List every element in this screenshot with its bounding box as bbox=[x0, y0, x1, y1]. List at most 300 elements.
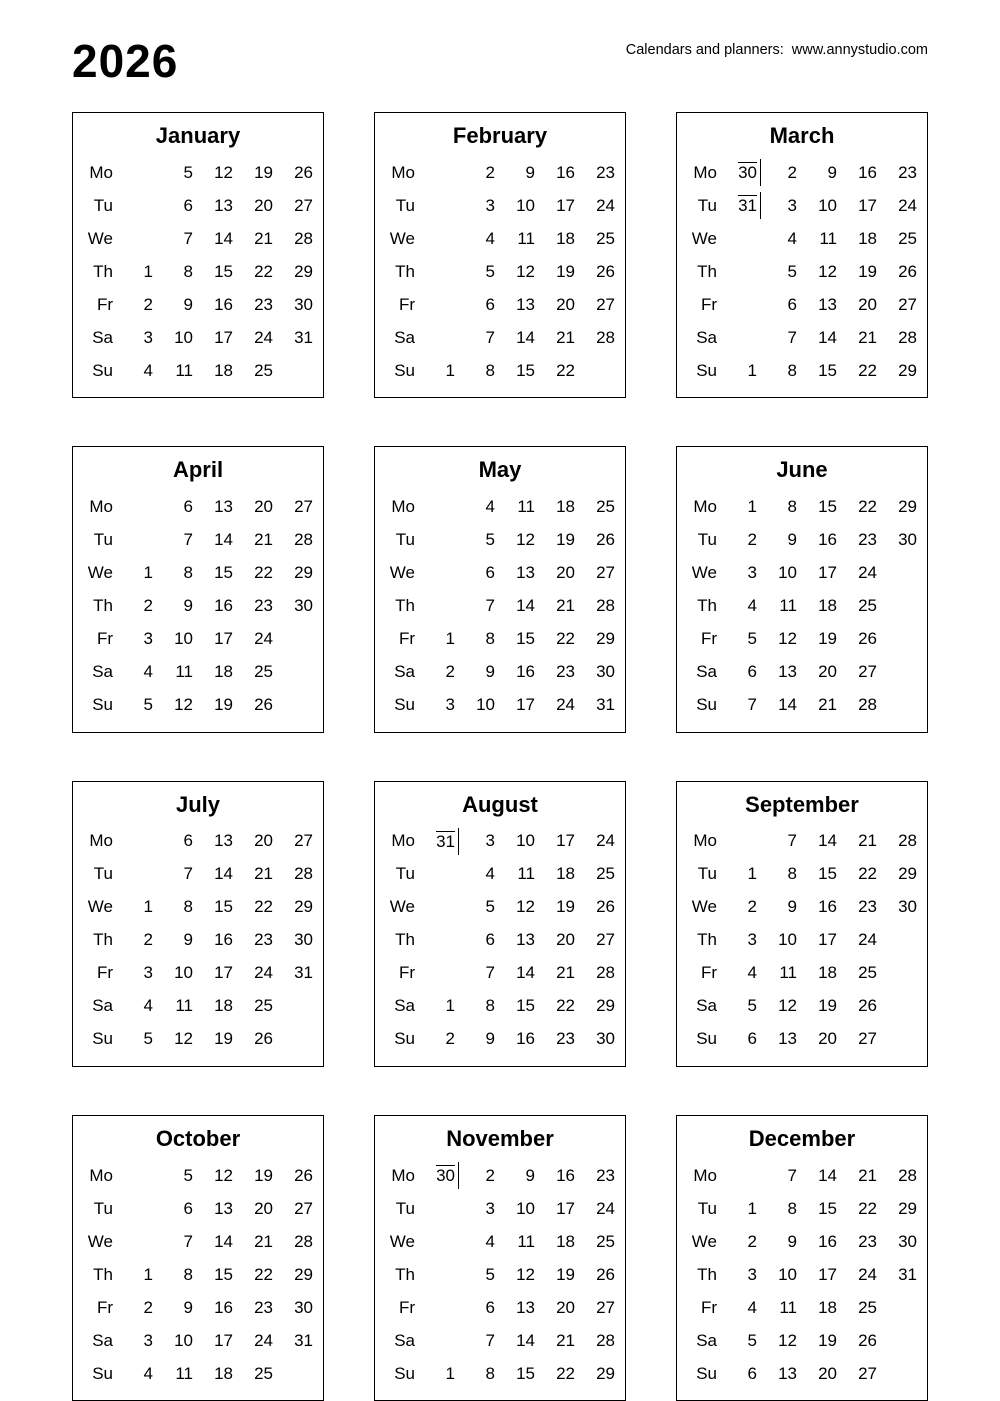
day-cell[interactable]: 4 bbox=[485, 228, 495, 248]
day-cell[interactable] bbox=[415, 957, 455, 990]
day-cell[interactable]: 30 bbox=[596, 662, 615, 682]
day-cell[interactable]: 16 bbox=[214, 1297, 233, 1317]
day-cell[interactable]: 20 bbox=[254, 195, 273, 215]
day-cell[interactable]: 2 bbox=[747, 897, 757, 917]
day-cell[interactable]: 18 bbox=[214, 360, 233, 380]
day-cell[interactable]: 15 bbox=[818, 360, 837, 380]
day-cell[interactable]: 5 bbox=[183, 1165, 193, 1185]
day-cell[interactable]: 24 bbox=[556, 695, 575, 715]
day-cell[interactable]: 25 bbox=[898, 228, 917, 248]
day-cell[interactable]: 13 bbox=[516, 294, 535, 314]
day-cell[interactable]: 4 bbox=[143, 1363, 153, 1383]
day-cell[interactable]: 14 bbox=[516, 327, 535, 347]
day-cell[interactable] bbox=[273, 1357, 313, 1390]
day-cell[interactable]: 27 bbox=[858, 1363, 877, 1383]
day-cell[interactable]: 29 bbox=[898, 1198, 917, 1218]
day-cell[interactable]: 22 bbox=[858, 1198, 877, 1218]
day-cell[interactable]: 27 bbox=[294, 195, 313, 215]
day-cell[interactable]: 6 bbox=[747, 1029, 757, 1049]
day-cell[interactable] bbox=[877, 1291, 917, 1324]
day-cell[interactable]: 8 bbox=[787, 864, 797, 884]
day-cell[interactable]: 3 bbox=[445, 695, 455, 715]
day-cell[interactable]: 15 bbox=[214, 1264, 233, 1284]
day-cell[interactable]: 9 bbox=[183, 930, 193, 950]
day-cell[interactable] bbox=[415, 189, 455, 222]
day-cell[interactable] bbox=[415, 156, 455, 189]
day-cell[interactable] bbox=[415, 288, 455, 321]
day-cell[interactable] bbox=[415, 1225, 455, 1258]
day-cell[interactable]: 17 bbox=[818, 930, 837, 950]
day-cell[interactable]: 23 bbox=[858, 530, 877, 550]
day-cell[interactable]: 17 bbox=[556, 831, 575, 851]
day-cell[interactable]: 17 bbox=[818, 563, 837, 583]
day-cell[interactable]: 30 bbox=[294, 1297, 313, 1317]
day-cell[interactable]: 8 bbox=[787, 360, 797, 380]
day-cell[interactable]: 13 bbox=[214, 195, 233, 215]
day-cell[interactable]: 24 bbox=[858, 563, 877, 583]
day-cell[interactable]: 2 bbox=[485, 162, 495, 182]
day-cell[interactable]: 26 bbox=[858, 629, 877, 649]
day-cell[interactable]: 5 bbox=[143, 1029, 153, 1049]
day-cell[interactable]: 21 bbox=[556, 1330, 575, 1350]
day-cell[interactable]: 21 bbox=[556, 963, 575, 983]
day-cell[interactable] bbox=[113, 825, 153, 858]
day-cell[interactable]: 2 bbox=[143, 930, 153, 950]
day-cell[interactable]: 27 bbox=[294, 497, 313, 517]
day-cell[interactable]: 28 bbox=[596, 963, 615, 983]
day-cell[interactable]: 7 bbox=[183, 864, 193, 884]
day-cell[interactable]: 24 bbox=[858, 1264, 877, 1284]
day-cell[interactable]: 11 bbox=[517, 497, 535, 517]
day-cell[interactable]: 5 bbox=[485, 1264, 495, 1284]
day-cell[interactable]: 10 bbox=[174, 963, 193, 983]
day-cell[interactable]: 30 bbox=[898, 1231, 917, 1251]
day-cell[interactable]: 1 bbox=[445, 1363, 455, 1383]
day-cell[interactable]: 18 bbox=[818, 596, 837, 616]
day-cell[interactable]: 22 bbox=[254, 261, 273, 281]
day-cell[interactable]: 28 bbox=[596, 596, 615, 616]
day-cell[interactable] bbox=[113, 156, 153, 189]
day-cell[interactable]: 6 bbox=[485, 930, 495, 950]
day-cell[interactable]: 25 bbox=[858, 596, 877, 616]
day-cell[interactable]: 27 bbox=[596, 930, 615, 950]
day-cell[interactable]: 8 bbox=[485, 1363, 495, 1383]
day-cell[interactable]: 31 bbox=[596, 695, 615, 715]
day-cell[interactable]: 3 bbox=[485, 195, 495, 215]
day-cell[interactable]: 24 bbox=[596, 1198, 615, 1218]
day-cell[interactable]: 11 bbox=[779, 963, 797, 983]
day-cell[interactable]: 2 bbox=[143, 596, 153, 616]
day-cell[interactable]: 21 bbox=[556, 596, 575, 616]
day-cell[interactable] bbox=[113, 1225, 153, 1258]
day-cell[interactable]: 20 bbox=[818, 1029, 837, 1049]
day-cell[interactable] bbox=[877, 990, 917, 1023]
day-cell[interactable]: 27 bbox=[596, 1297, 615, 1317]
day-cell[interactable]: 5 bbox=[787, 261, 797, 281]
day-cell[interactable]: 12 bbox=[778, 996, 797, 1016]
day-cell[interactable]: 25 bbox=[596, 1231, 615, 1251]
day-cell-adjacent-month[interactable]: 30 bbox=[717, 156, 757, 189]
day-cell[interactable] bbox=[877, 1324, 917, 1357]
day-cell[interactable]: 24 bbox=[254, 327, 273, 347]
day-cell[interactable]: 18 bbox=[556, 497, 575, 517]
day-cell[interactable]: 16 bbox=[818, 897, 837, 917]
day-cell[interactable]: 14 bbox=[214, 1231, 233, 1251]
day-cell[interactable]: 12 bbox=[516, 261, 535, 281]
day-cell[interactable]: 19 bbox=[254, 1165, 273, 1185]
day-cell[interactable]: 19 bbox=[214, 1029, 233, 1049]
day-cell[interactable]: 27 bbox=[596, 563, 615, 583]
day-cell[interactable]: 16 bbox=[858, 162, 877, 182]
day-cell[interactable]: 22 bbox=[254, 1264, 273, 1284]
day-cell[interactable]: 7 bbox=[485, 596, 495, 616]
day-cell[interactable]: 7 bbox=[183, 1231, 193, 1251]
day-cell[interactable] bbox=[415, 1324, 455, 1357]
day-cell[interactable]: 1 bbox=[143, 897, 153, 917]
day-cell[interactable]: 3 bbox=[143, 1330, 153, 1350]
day-cell[interactable]: 30 bbox=[294, 930, 313, 950]
day-cell[interactable]: 25 bbox=[254, 996, 273, 1016]
day-cell[interactable]: 24 bbox=[254, 1330, 273, 1350]
day-cell[interactable]: 15 bbox=[516, 1363, 535, 1383]
day-cell[interactable]: 3 bbox=[747, 930, 757, 950]
day-cell[interactable]: 12 bbox=[818, 261, 837, 281]
day-cell[interactable]: 19 bbox=[556, 1264, 575, 1284]
day-cell[interactable]: 11 bbox=[779, 1297, 797, 1317]
day-cell[interactable] bbox=[717, 255, 757, 288]
day-cell[interactable]: 13 bbox=[214, 497, 233, 517]
day-cell[interactable]: 27 bbox=[294, 831, 313, 851]
day-cell[interactable] bbox=[415, 1291, 455, 1324]
day-cell[interactable]: 24 bbox=[596, 195, 615, 215]
day-cell[interactable]: 23 bbox=[858, 897, 877, 917]
day-cell[interactable] bbox=[415, 557, 455, 590]
day-cell[interactable]: 8 bbox=[485, 360, 495, 380]
day-cell[interactable]: 7 bbox=[485, 963, 495, 983]
day-cell[interactable]: 3 bbox=[143, 963, 153, 983]
day-cell[interactable]: 17 bbox=[556, 195, 575, 215]
day-cell[interactable]: 12 bbox=[778, 629, 797, 649]
day-cell[interactable]: 19 bbox=[556, 261, 575, 281]
day-cell[interactable]: 9 bbox=[183, 596, 193, 616]
day-cell[interactable]: 22 bbox=[556, 1363, 575, 1383]
day-cell[interactable]: 6 bbox=[183, 831, 193, 851]
day-cell[interactable]: 4 bbox=[787, 228, 797, 248]
day-cell[interactable]: 15 bbox=[818, 864, 837, 884]
day-cell[interactable]: 21 bbox=[254, 228, 273, 248]
day-cell[interactable]: 11 bbox=[517, 1231, 535, 1251]
day-cell[interactable]: 31 bbox=[294, 327, 313, 347]
day-cell[interactable]: 5 bbox=[747, 629, 757, 649]
day-cell[interactable]: 13 bbox=[778, 1363, 797, 1383]
day-cell[interactable]: 7 bbox=[787, 1165, 797, 1185]
day-cell[interactable]: 3 bbox=[787, 195, 797, 215]
day-cell[interactable]: 9 bbox=[787, 897, 797, 917]
day-cell[interactable]: 7 bbox=[787, 327, 797, 347]
day-cell[interactable]: 10 bbox=[174, 327, 193, 347]
day-cell[interactable]: 4 bbox=[485, 864, 495, 884]
day-cell[interactable]: 17 bbox=[556, 1198, 575, 1218]
day-cell[interactable]: 3 bbox=[747, 1264, 757, 1284]
day-cell[interactable]: 10 bbox=[516, 831, 535, 851]
day-cell[interactable] bbox=[415, 222, 455, 255]
day-cell[interactable]: 13 bbox=[778, 1029, 797, 1049]
day-cell[interactable]: 20 bbox=[254, 831, 273, 851]
day-cell[interactable]: 20 bbox=[556, 1297, 575, 1317]
day-cell[interactable]: 24 bbox=[858, 930, 877, 950]
day-cell[interactable] bbox=[415, 524, 455, 557]
day-cell[interactable]: 19 bbox=[818, 629, 837, 649]
day-cell[interactable]: 25 bbox=[596, 497, 615, 517]
day-cell[interactable]: 5 bbox=[747, 1330, 757, 1350]
day-cell[interactable] bbox=[273, 689, 313, 722]
day-cell[interactable]: 21 bbox=[858, 831, 877, 851]
day-cell[interactable]: 9 bbox=[787, 530, 797, 550]
day-cell[interactable]: 26 bbox=[254, 1029, 273, 1049]
day-cell[interactable]: 25 bbox=[254, 360, 273, 380]
day-cell[interactable]: 23 bbox=[254, 1297, 273, 1317]
day-cell[interactable]: 13 bbox=[516, 930, 535, 950]
day-cell[interactable]: 1 bbox=[445, 996, 455, 1016]
day-cell[interactable]: 6 bbox=[183, 195, 193, 215]
day-cell[interactable]: 6 bbox=[485, 563, 495, 583]
day-cell[interactable]: 17 bbox=[214, 1330, 233, 1350]
day-cell[interactable]: 24 bbox=[898, 195, 917, 215]
day-cell[interactable]: 14 bbox=[818, 1165, 837, 1185]
day-cell[interactable]: 30 bbox=[898, 897, 917, 917]
day-cell[interactable] bbox=[273, 354, 313, 387]
day-cell[interactable]: 18 bbox=[556, 228, 575, 248]
day-cell[interactable]: 9 bbox=[827, 162, 837, 182]
day-cell[interactable]: 10 bbox=[778, 1264, 797, 1284]
day-cell[interactable]: 29 bbox=[596, 996, 615, 1016]
day-cell[interactable]: 12 bbox=[516, 530, 535, 550]
day-cell-adjacent-month[interactable]: 31 bbox=[717, 189, 757, 222]
day-cell[interactable]: 16 bbox=[516, 1029, 535, 1049]
day-cell[interactable]: 13 bbox=[214, 1198, 233, 1218]
day-cell[interactable]: 6 bbox=[183, 1198, 193, 1218]
day-cell[interactable]: 2 bbox=[747, 530, 757, 550]
day-cell[interactable]: 31 bbox=[294, 963, 313, 983]
day-cell[interactable]: 31 bbox=[294, 1330, 313, 1350]
day-cell[interactable] bbox=[877, 1357, 917, 1390]
day-cell[interactable]: 19 bbox=[818, 1330, 837, 1350]
day-cell[interactable]: 15 bbox=[214, 897, 233, 917]
day-cell[interactable]: 10 bbox=[476, 695, 495, 715]
day-cell[interactable]: 10 bbox=[174, 629, 193, 649]
day-cell[interactable]: 7 bbox=[485, 327, 495, 347]
day-cell[interactable]: 21 bbox=[254, 530, 273, 550]
day-cell[interactable] bbox=[273, 990, 313, 1023]
day-cell[interactable]: 3 bbox=[143, 327, 153, 347]
day-cell[interactable]: 6 bbox=[485, 294, 495, 314]
day-cell[interactable]: 26 bbox=[858, 1330, 877, 1350]
day-cell[interactable] bbox=[113, 1192, 153, 1225]
day-cell[interactable]: 15 bbox=[516, 629, 535, 649]
day-cell[interactable]: 16 bbox=[556, 162, 575, 182]
day-cell[interactable]: 28 bbox=[294, 864, 313, 884]
day-cell[interactable]: 20 bbox=[254, 497, 273, 517]
day-cell[interactable]: 20 bbox=[556, 294, 575, 314]
day-cell[interactable]: 6 bbox=[747, 662, 757, 682]
day-cell[interactable]: 5 bbox=[485, 530, 495, 550]
day-cell[interactable] bbox=[113, 858, 153, 891]
day-cell[interactable] bbox=[717, 321, 757, 354]
day-cell[interactable]: 23 bbox=[596, 1165, 615, 1185]
day-cell[interactable]: 29 bbox=[596, 629, 615, 649]
day-cell[interactable]: 11 bbox=[175, 662, 193, 682]
day-cell[interactable]: 17 bbox=[818, 1264, 837, 1284]
day-cell[interactable] bbox=[113, 189, 153, 222]
day-cell[interactable]: 29 bbox=[898, 497, 917, 517]
day-cell[interactable]: 29 bbox=[294, 563, 313, 583]
day-cell[interactable]: 28 bbox=[858, 695, 877, 715]
day-cell[interactable]: 22 bbox=[556, 629, 575, 649]
day-cell[interactable]: 19 bbox=[254, 162, 273, 182]
day-cell[interactable]: 15 bbox=[214, 563, 233, 583]
day-cell[interactable]: 2 bbox=[747, 1231, 757, 1251]
day-cell[interactable]: 20 bbox=[556, 563, 575, 583]
day-cell[interactable]: 26 bbox=[596, 530, 615, 550]
day-cell[interactable]: 27 bbox=[294, 1198, 313, 1218]
day-cell[interactable]: 18 bbox=[214, 996, 233, 1016]
day-cell[interactable]: 4 bbox=[143, 662, 153, 682]
day-cell[interactable]: 10 bbox=[174, 1330, 193, 1350]
day-cell[interactable]: 2 bbox=[485, 1165, 495, 1185]
day-cell[interactable]: 1 bbox=[445, 360, 455, 380]
day-cell[interactable]: 9 bbox=[183, 1297, 193, 1317]
day-cell[interactable]: 5 bbox=[143, 695, 153, 715]
day-cell[interactable]: 7 bbox=[747, 695, 757, 715]
day-cell[interactable]: 20 bbox=[818, 662, 837, 682]
day-cell[interactable]: 28 bbox=[596, 327, 615, 347]
day-cell[interactable]: 18 bbox=[214, 662, 233, 682]
day-cell[interactable]: 2 bbox=[445, 1029, 455, 1049]
day-cell[interactable]: 24 bbox=[254, 629, 273, 649]
day-cell[interactable]: 10 bbox=[516, 1198, 535, 1218]
day-cell[interactable] bbox=[877, 623, 917, 656]
day-cell[interactable]: 27 bbox=[898, 294, 917, 314]
day-cell[interactable]: 10 bbox=[778, 563, 797, 583]
day-cell[interactable]: 1 bbox=[143, 1264, 153, 1284]
day-cell[interactable]: 29 bbox=[294, 1264, 313, 1284]
day-cell[interactable]: 25 bbox=[596, 864, 615, 884]
day-cell[interactable] bbox=[415, 1258, 455, 1291]
day-cell[interactable]: 2 bbox=[143, 294, 153, 314]
day-cell[interactable]: 13 bbox=[214, 831, 233, 851]
day-cell[interactable]: 22 bbox=[556, 360, 575, 380]
day-cell[interactable] bbox=[113, 524, 153, 557]
day-cell[interactable]: 27 bbox=[596, 294, 615, 314]
day-cell[interactable]: 1 bbox=[747, 1198, 757, 1218]
day-cell[interactable]: 22 bbox=[556, 996, 575, 1016]
day-cell[interactable]: 31 bbox=[898, 1264, 917, 1284]
day-cell[interactable]: 10 bbox=[778, 930, 797, 950]
day-cell[interactable]: 12 bbox=[516, 897, 535, 917]
day-cell[interactable] bbox=[877, 656, 917, 689]
day-cell[interactable]: 8 bbox=[183, 261, 193, 281]
day-cell[interactable]: 10 bbox=[516, 195, 535, 215]
day-cell[interactable]: 14 bbox=[818, 327, 837, 347]
day-cell[interactable]: 11 bbox=[517, 864, 535, 884]
day-cell[interactable]: 23 bbox=[556, 662, 575, 682]
day-cell[interactable] bbox=[415, 891, 455, 924]
day-cell[interactable] bbox=[415, 590, 455, 623]
day-cell[interactable]: 30 bbox=[294, 596, 313, 616]
day-cell[interactable] bbox=[273, 1023, 313, 1056]
day-cell[interactable]: 23 bbox=[556, 1029, 575, 1049]
day-cell[interactable]: 9 bbox=[485, 662, 495, 682]
day-cell[interactable]: 15 bbox=[516, 996, 535, 1016]
day-cell[interactable]: 26 bbox=[294, 162, 313, 182]
day-cell[interactable]: 20 bbox=[858, 294, 877, 314]
day-cell[interactable]: 23 bbox=[898, 162, 917, 182]
day-cell[interactable]: 13 bbox=[778, 662, 797, 682]
day-cell[interactable]: 11 bbox=[517, 228, 535, 248]
day-cell[interactable]: 6 bbox=[787, 294, 797, 314]
day-cell[interactable]: 23 bbox=[254, 930, 273, 950]
day-cell[interactable]: 29 bbox=[596, 1363, 615, 1383]
day-cell[interactable]: 25 bbox=[596, 228, 615, 248]
day-cell[interactable] bbox=[877, 689, 917, 722]
day-cell[interactable] bbox=[877, 924, 917, 957]
day-cell[interactable]: 23 bbox=[858, 1231, 877, 1251]
day-cell[interactable]: 16 bbox=[214, 930, 233, 950]
day-cell[interactable]: 7 bbox=[183, 228, 193, 248]
day-cell[interactable]: 21 bbox=[858, 327, 877, 347]
day-cell[interactable]: 19 bbox=[858, 261, 877, 281]
day-cell[interactable]: 12 bbox=[214, 1165, 233, 1185]
day-cell[interactable]: 12 bbox=[214, 162, 233, 182]
day-cell[interactable]: 4 bbox=[143, 996, 153, 1016]
day-cell[interactable]: 22 bbox=[254, 897, 273, 917]
day-cell[interactable]: 23 bbox=[254, 596, 273, 616]
day-cell[interactable]: 26 bbox=[898, 261, 917, 281]
day-cell[interactable] bbox=[877, 557, 917, 590]
day-cell[interactable]: 15 bbox=[214, 261, 233, 281]
day-cell[interactable]: 24 bbox=[596, 831, 615, 851]
day-cell[interactable]: 17 bbox=[516, 695, 535, 715]
day-cell[interactable]: 25 bbox=[858, 1297, 877, 1317]
day-cell[interactable]: 16 bbox=[556, 1165, 575, 1185]
day-cell[interactable]: 28 bbox=[294, 1231, 313, 1251]
day-cell[interactable]: 9 bbox=[525, 1165, 535, 1185]
day-cell[interactable]: 28 bbox=[596, 1330, 615, 1350]
day-cell[interactable]: 4 bbox=[747, 596, 757, 616]
day-cell[interactable]: 8 bbox=[183, 1264, 193, 1284]
day-cell[interactable]: 28 bbox=[898, 327, 917, 347]
day-cell[interactable]: 9 bbox=[525, 162, 535, 182]
day-cell[interactable]: 5 bbox=[183, 162, 193, 182]
day-cell[interactable]: 3 bbox=[143, 629, 153, 649]
day-cell[interactable]: 8 bbox=[183, 897, 193, 917]
day-cell[interactable]: 8 bbox=[485, 629, 495, 649]
day-cell[interactable]: 21 bbox=[254, 864, 273, 884]
day-cell[interactable]: 3 bbox=[747, 563, 757, 583]
day-cell[interactable]: 14 bbox=[214, 864, 233, 884]
day-cell[interactable]: 29 bbox=[294, 261, 313, 281]
day-cell[interactable]: 8 bbox=[485, 996, 495, 1016]
day-cell[interactable]: 13 bbox=[516, 1297, 535, 1317]
day-cell[interactable] bbox=[113, 222, 153, 255]
day-cell[interactable]: 15 bbox=[516, 360, 535, 380]
day-cell[interactable]: 16 bbox=[214, 294, 233, 314]
day-cell[interactable]: 2 bbox=[445, 662, 455, 682]
day-cell[interactable]: 16 bbox=[214, 596, 233, 616]
day-cell[interactable] bbox=[717, 825, 757, 858]
day-cell[interactable] bbox=[415, 1192, 455, 1225]
day-cell[interactable]: 18 bbox=[556, 1231, 575, 1251]
